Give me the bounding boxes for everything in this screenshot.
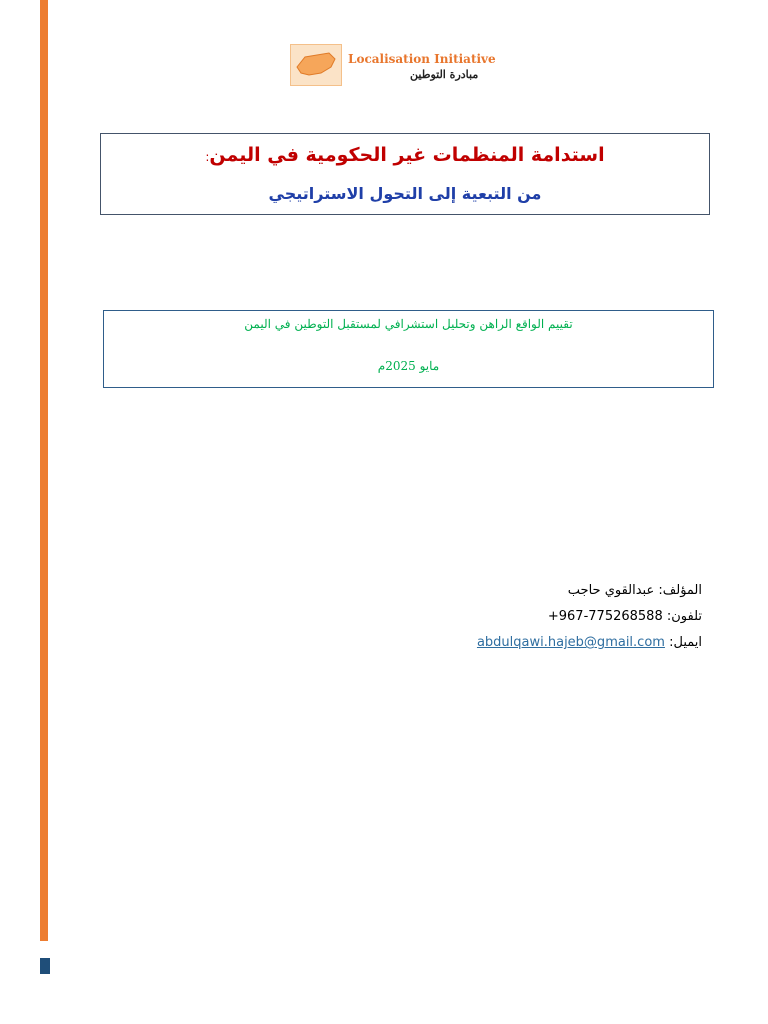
title-sub: من التبعية إلى التحول الاستراتيجي bbox=[268, 184, 542, 203]
phone-label: تلفون: bbox=[666, 609, 702, 624]
author-label: المؤلف: bbox=[658, 583, 702, 598]
phone-value: +967-775268588 bbox=[547, 609, 663, 624]
logo-arabic-text: مبادرة التوطين bbox=[410, 68, 479, 81]
logo-english-text: Localisation Initiative bbox=[348, 52, 496, 66]
author-info bbox=[382, 578, 702, 656]
footer-marker bbox=[40, 958, 50, 974]
author-name: عبدالقوي حاجب bbox=[567, 583, 655, 598]
orange-side-bar bbox=[40, 0, 48, 941]
title-main bbox=[101, 144, 709, 166]
email-row bbox=[382, 630, 702, 656]
yemen-map-icon bbox=[290, 44, 342, 86]
title-main-text: استدامة المنظمات غير الحكومية في اليمن bbox=[209, 144, 605, 166]
subtitle-date: مايو 2025م bbox=[377, 359, 440, 373]
author-row bbox=[382, 578, 702, 604]
title-box bbox=[100, 133, 710, 215]
phone-row bbox=[382, 604, 702, 630]
logo bbox=[290, 44, 510, 88]
subtitle-box bbox=[103, 310, 714, 388]
title-colon: : bbox=[205, 150, 210, 164]
subtitle-description: تقييم الواقع الراهن وتحليل استشرافي لمستقبل التوطين في اليمن bbox=[244, 317, 573, 331]
email-label: ايميل: bbox=[669, 635, 702, 650]
email-link[interactable]: abdulqawi.hajeb@gmail.com bbox=[476, 635, 665, 650]
